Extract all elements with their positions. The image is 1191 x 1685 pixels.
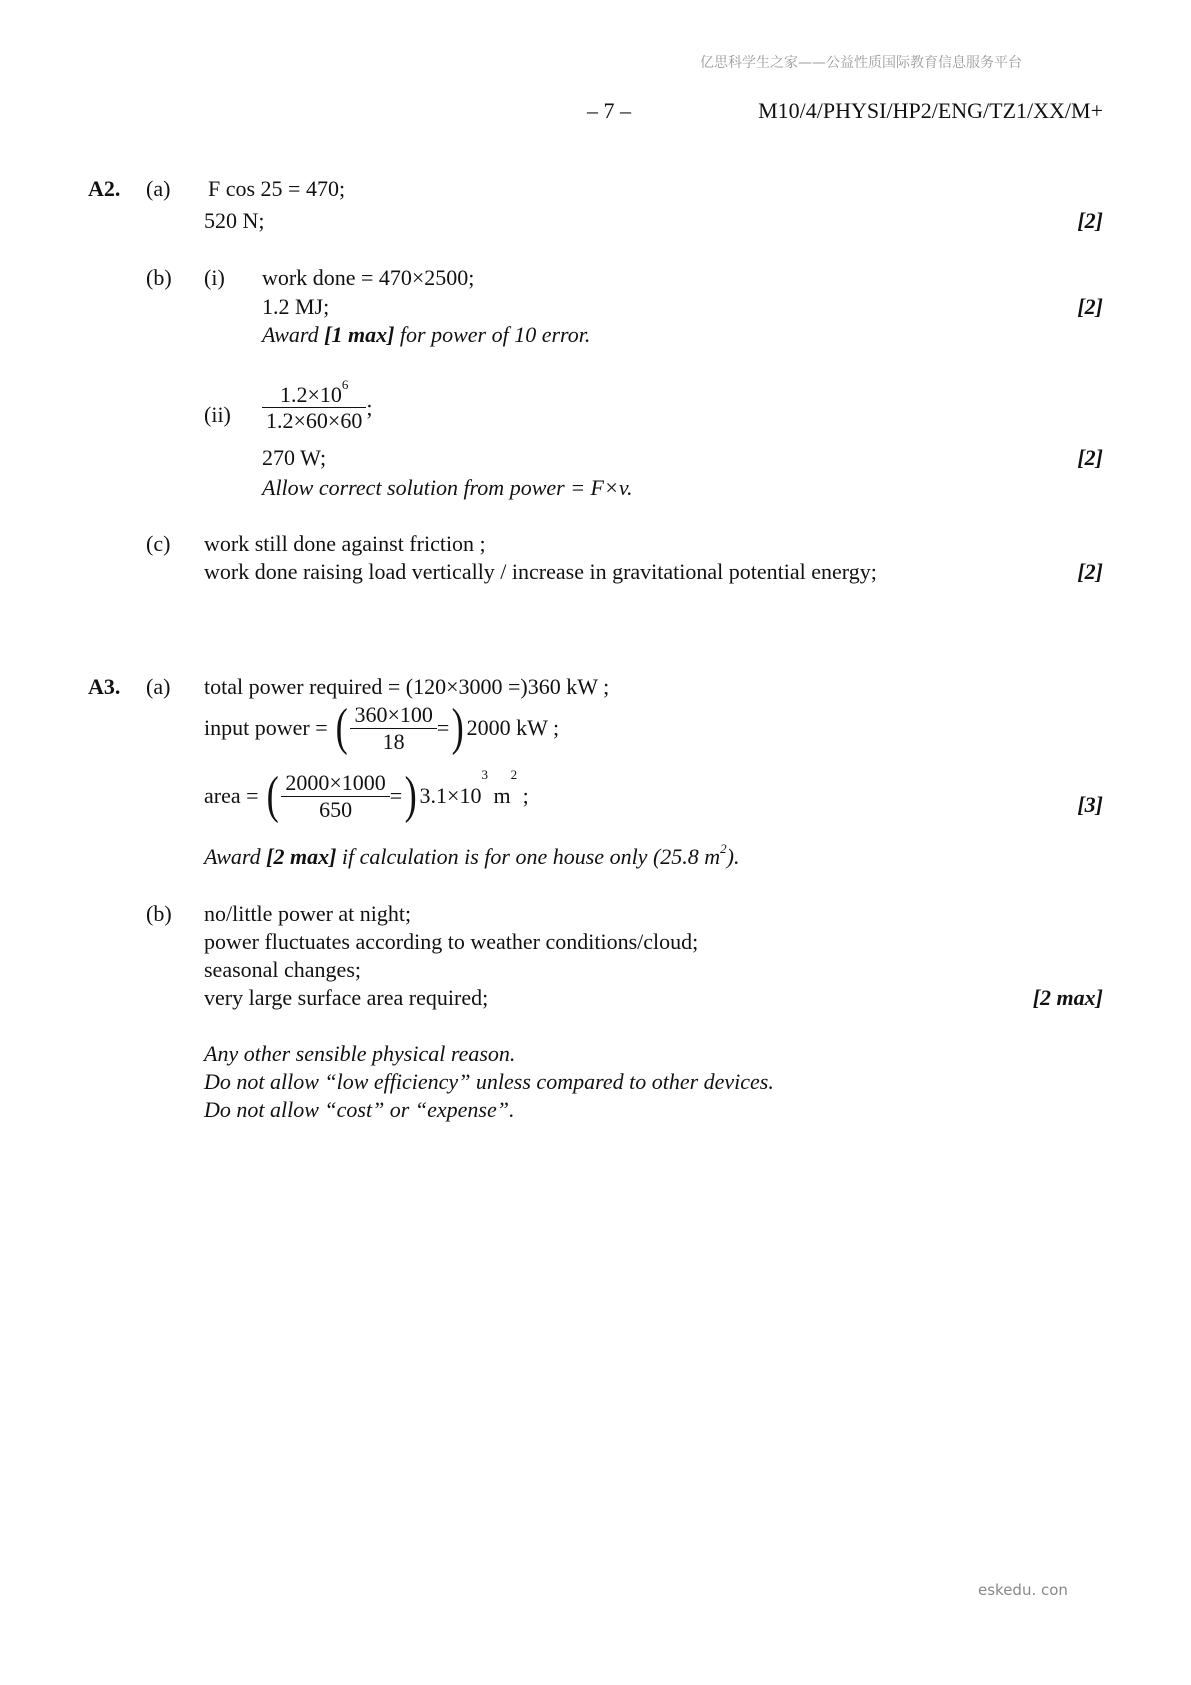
a2-b-ii-note: Allow correct solution from power = F×v. [262,475,633,500]
a3-a-marks: [3] [1077,792,1103,817]
a3-b-note: Any other sensible physical reason. [204,1041,516,1066]
paper-code: M10/4/PHYSI/HP2/ENG/TZ1/XX/M+ [758,98,1103,123]
a2-b-i-line1: work done = 470×2500; [262,265,475,290]
a2-c-marks: [2] [1077,559,1103,584]
a2-c-label: (c) [146,531,171,556]
a2-b-ii-label: (ii) [204,402,231,427]
equals: = [389,783,403,808]
numerator [262,377,366,408]
denominator: 650 [319,796,353,822]
a2-a-label: (a) [146,176,171,201]
a2-a-line1: F cos 25 = 470; [208,176,346,201]
a2-b-ii-marks: [2] [1077,445,1103,470]
result-exponent: 3 [481,766,488,782]
a3-b-label: (b) [146,901,172,926]
a2-a-marks: [2] [1077,208,1103,233]
left-paren: ( [335,699,348,756]
right-paren: ) [404,767,417,824]
a3-a-input-power [204,699,560,756]
note-text: Award [262,322,325,347]
a2-b-i-note [262,324,590,346]
a3-b-line: seasonal changes; [204,957,361,982]
note-bold: [1 max] [324,322,395,347]
area-label: area = [204,783,259,808]
unit: m [487,783,511,808]
a3-b-line: power fluctuates according to weather conditions/cloud; [204,929,699,954]
note-exponent: 2 [720,841,727,856]
suffix: ; [366,394,373,420]
note-text: for power of 10 error. [394,322,591,347]
a2-b-label: (b) [146,265,172,290]
result-base: 3.1×10 [419,783,482,808]
a3-a-label: (a) [146,674,171,699]
question-a3-label: A3. [88,674,121,699]
a2-b-i-line2: 1.2 MJ; [262,294,330,319]
a2-c-line2: work done raising load vertically / increase in gravitational potential energy; [204,559,877,584]
equals: = [436,715,450,740]
a3-b-line: no/little power at night; [204,901,412,926]
input-label: input power = [204,715,328,740]
a3-a-area [204,766,529,824]
watermark-top: 亿思科学生之家——公益性质国际教育信息服务平台 [700,55,1022,71]
fraction [350,702,436,754]
a3-b-note: Do not allow “low efficiency” unless compared to other devices. [204,1069,774,1094]
a2-b-ii-fraction [262,377,373,434]
a3-b-note: Do not allow “cost” or “expense”. [204,1097,515,1122]
question-a2-label: A2. [88,176,121,201]
footer-watermark: eskedu. con [978,1581,1068,1599]
suffix: ; [517,783,529,808]
note-text: ). [726,844,740,869]
area-result [419,766,529,808]
a3-a-line1: total power required = (120×3000 =)360 kW ; [204,674,610,699]
left-paren: ( [266,767,279,824]
note-text: Award [204,844,267,869]
num-exponent: 6 [341,377,349,392]
fraction [281,770,389,822]
note-text: if calculation is for one house only (25.8 m [336,844,721,869]
a2-b-ii-line2: 270 W; [262,445,327,470]
denominator: 18 [382,728,405,754]
a3-b-line: very large surface area required; [204,985,489,1010]
fraction [262,377,366,434]
input-result: 2000 kW ; [466,715,560,740]
a2-a-line2: 520 N; [204,208,265,233]
unit-exponent: 2 [510,766,518,782]
page-number: – 7 – [587,98,631,123]
numerator: 2000×1000 [281,770,389,796]
a3-b-marks: [2 max] [1032,985,1103,1010]
note-bold: [2 max] [266,844,337,869]
denominator: 1.2×60×60 [266,408,363,434]
num-base: 1.2×10 [279,382,342,407]
right-paren: ) [451,699,465,756]
a3-a-note [204,841,740,869]
numerator: 360×100 [350,702,436,728]
a2-b-i-marks: [2] [1077,294,1103,319]
a2-c-line1: work still done against friction ; [204,531,486,556]
a2-b-i-label: (i) [204,265,225,290]
